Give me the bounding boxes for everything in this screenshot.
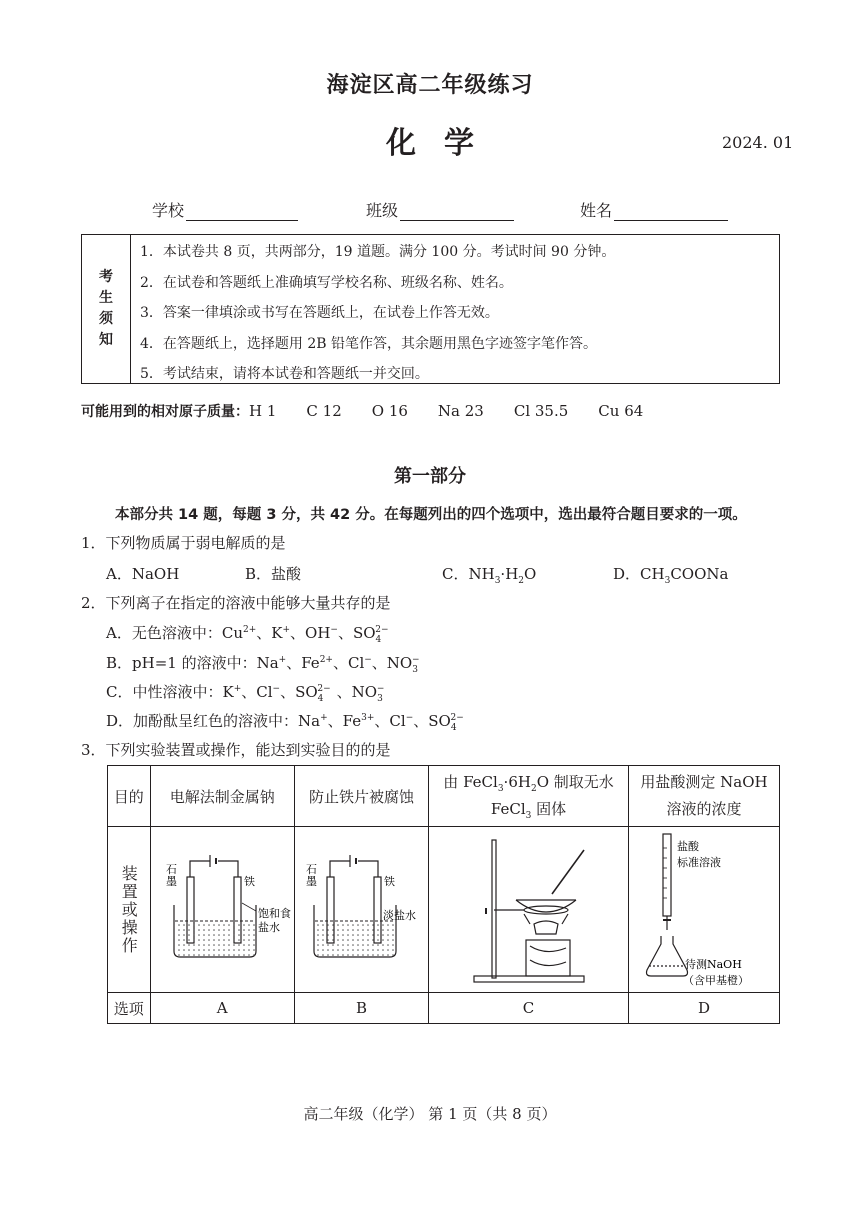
class-label: 班级 bbox=[366, 201, 399, 220]
q3-purpose-c-text: ·6H bbox=[503, 773, 531, 791]
q3-purpose-d-text: 用盐酸测定 NaOH bbox=[640, 773, 768, 791]
naoh-label: 待测NaOH bbox=[685, 957, 742, 971]
atomic-mass-item: O 16 bbox=[371, 402, 408, 420]
question-2-stem: 2．下列离子在指定的溶液中能够大量共存的是 bbox=[81, 594, 391, 612]
q2-c-label: C．中性溶液中： bbox=[106, 683, 223, 701]
school-blank[interactable] bbox=[186, 202, 298, 221]
candidate-notice-box bbox=[81, 234, 780, 384]
q2-b-label: B．pH=1 的溶液中： bbox=[106, 654, 257, 672]
q3-row-header-apparatus-text: 装置或操作 bbox=[119, 864, 139, 955]
q3-purpose-b: 防止铁片被腐蚀 bbox=[294, 766, 428, 827]
q2-option-a: A．无色溶液中：$Cu^{2+}$、K+、OH−、$SO_4^{2-}$ bbox=[106, 622, 395, 643]
q1-option-d bbox=[613, 563, 728, 584]
q3-apparatus-c bbox=[429, 827, 629, 993]
titration-setup-diagram bbox=[629, 828, 779, 988]
q1-option-b: B．盐酸 bbox=[245, 565, 302, 583]
subject-title: 化学 bbox=[386, 126, 502, 161]
sulfate-ion: $_4^{2-}$ bbox=[450, 713, 464, 733]
notice-item: 3．答案一律填涂或书写在答题纸上，在试卷上作答无效。 bbox=[140, 305, 499, 322]
q1-c-text: C．NH bbox=[442, 565, 495, 583]
graphite-label-b: 石墨 bbox=[306, 862, 318, 888]
q3-option-d: D bbox=[629, 993, 780, 1024]
dilute-hcl-label: 淡盐水 bbox=[383, 908, 417, 922]
atomic-masses-label: 可能用到的相对原子质量： bbox=[81, 404, 249, 420]
q3-purpose-c-text: FeCl bbox=[490, 800, 526, 818]
q3-purpose-d bbox=[629, 766, 780, 827]
q3-purpose-c-text: 由 FeCl bbox=[443, 773, 498, 791]
notice-item: 5．考试结束，请将本试卷和答题纸一并交回。 bbox=[140, 366, 429, 383]
q3-row-header-option: 选项 bbox=[108, 993, 151, 1024]
atomic-mass-item: Cl 35.5 bbox=[513, 402, 569, 420]
q3-purpose-c: 由 $FeCl_3\cdot 6H_2O$ 制取无水 FeCl$_3$ 固体 bbox=[429, 766, 629, 827]
notice-item: 2．在试卷和答题纸上准确填写学校名称、班级名称、姓名。 bbox=[140, 274, 513, 291]
sulfate-ion: $_4^{2-}$ bbox=[317, 684, 331, 704]
q1-c-text: O bbox=[524, 565, 537, 583]
q3-table bbox=[107, 765, 780, 1024]
q1-c-text: ·H bbox=[500, 565, 519, 583]
q3-option-b: B bbox=[294, 993, 428, 1024]
q3-apparatus-d bbox=[629, 827, 780, 993]
atomic-mass-item: H 1 bbox=[249, 402, 277, 420]
nitrate-ion: $_3$− bbox=[411, 655, 420, 675]
notice-items bbox=[140, 238, 615, 391]
notice-item: 4．在答题纸上，选择题用 2B 铅笔作答，其余题用黑色字迹签字笔作答。 bbox=[140, 335, 598, 352]
part-one-instruction: 本部分共 14 题，每题 3 分，共 42 分。在每题列出的四个选项中，选出最符合题目要求的一项。 bbox=[115, 507, 747, 523]
q1-option-a: A．NaOH bbox=[106, 565, 180, 583]
q2-option-d: D．加酚酞呈红色的溶液中：Na+、$Fe^{3+}$、Cl−、$SO_4^{2-}$ bbox=[106, 710, 470, 731]
name-label: 姓名 bbox=[580, 201, 613, 220]
graphite-label-a: 石墨 bbox=[166, 862, 178, 888]
page-footer: 高二年级（化学） 第 1 页（共 8 页） bbox=[303, 1105, 557, 1123]
q3-option-c: C bbox=[429, 993, 629, 1024]
notice-item: 1．本试卷共 8 页，共两部分，19 道题。满分 100 分。考试时间 90 分钟。 bbox=[140, 244, 616, 260]
q3-purpose-c-text: O 制取无水 bbox=[536, 773, 614, 791]
evaporation-setup-diagram bbox=[434, 828, 624, 988]
q3-option-a: A bbox=[150, 993, 294, 1024]
part-one-title: 第一部分 bbox=[394, 466, 466, 487]
hcl-label-line1: 盐酸 bbox=[677, 839, 699, 853]
q1-d-sub: 3 bbox=[664, 576, 671, 586]
notice-side-char: 知 bbox=[99, 332, 113, 348]
class-field[interactable] bbox=[366, 198, 514, 221]
class-blank[interactable] bbox=[400, 202, 514, 221]
notice-side-char: 考 bbox=[99, 269, 113, 285]
q2-option-c: C．中性溶液中：K+、Cl−、$SO_4^{2-}$ 、$NO_3^-$ bbox=[106, 681, 390, 702]
exam-date: 2024. 01 bbox=[722, 133, 794, 152]
q3-row-header-purpose: 目的 bbox=[108, 766, 151, 827]
nitrate-ion: $_3$− bbox=[376, 684, 385, 704]
iron-label-a: 铁 bbox=[244, 874, 256, 888]
q2-d-label: D．加酚酞呈红色的溶液中： bbox=[106, 712, 299, 730]
school-field[interactable] bbox=[152, 198, 298, 221]
atomic-masses bbox=[81, 401, 673, 421]
notice-side-label bbox=[82, 235, 131, 383]
question-3-stem: 3．下列实验装置或操作，能达到实验目的的是 bbox=[81, 741, 391, 759]
name-field[interactable] bbox=[580, 198, 728, 221]
iron-label-b: 铁 bbox=[384, 874, 396, 888]
q3-purpose-d-text: 溶液的浓度 bbox=[666, 800, 742, 818]
atomic-mass-item: Cu 64 bbox=[598, 402, 644, 420]
exam-title: 海淀区高二年级练习 bbox=[326, 72, 534, 98]
q3-apparatus-a bbox=[150, 827, 294, 993]
atomic-mass-item: Na 23 bbox=[437, 402, 484, 420]
q2-a-label: A．无色溶液中： bbox=[106, 624, 222, 642]
notice-side-char: 须 bbox=[99, 311, 113, 327]
q3-purpose-c-text: 固体 bbox=[536, 800, 567, 818]
q1-d-text: D．CH bbox=[613, 565, 665, 583]
atomic-mass-item: C 12 bbox=[306, 402, 342, 420]
q2-option-b: B．pH=1 的溶液中：Na+、$Fe^{2+}$、Cl−、$NO_3^-$ bbox=[106, 652, 426, 673]
q1-d-text: COONa bbox=[670, 565, 729, 583]
indicator-label: （含甲基橙） bbox=[683, 973, 749, 987]
notice-side-char: 生 bbox=[99, 290, 113, 306]
electrolysis-cell-a-diagram bbox=[152, 833, 292, 983]
q1-c-sub: 2 bbox=[518, 576, 525, 586]
q3-apparatus-b bbox=[294, 827, 428, 993]
name-blank[interactable] bbox=[614, 202, 728, 221]
school-label: 学校 bbox=[152, 201, 185, 220]
electrolysis-cell-b-diagram bbox=[296, 833, 426, 983]
hcl-label-line2: 标准溶液 bbox=[677, 855, 721, 869]
q1-option-c bbox=[442, 563, 536, 584]
q1-c-sub: 3 bbox=[494, 576, 501, 586]
q3-row-header-apparatus bbox=[108, 827, 151, 993]
sulfate-ion: $_4^{2-}$ bbox=[375, 625, 389, 645]
brine-label: 饱和食盐水 bbox=[258, 906, 292, 934]
q3-purpose-a: 电解法制金属钠 bbox=[150, 766, 294, 827]
question-1-stem: 1．下列物质属于弱电解质的是 bbox=[81, 534, 286, 552]
